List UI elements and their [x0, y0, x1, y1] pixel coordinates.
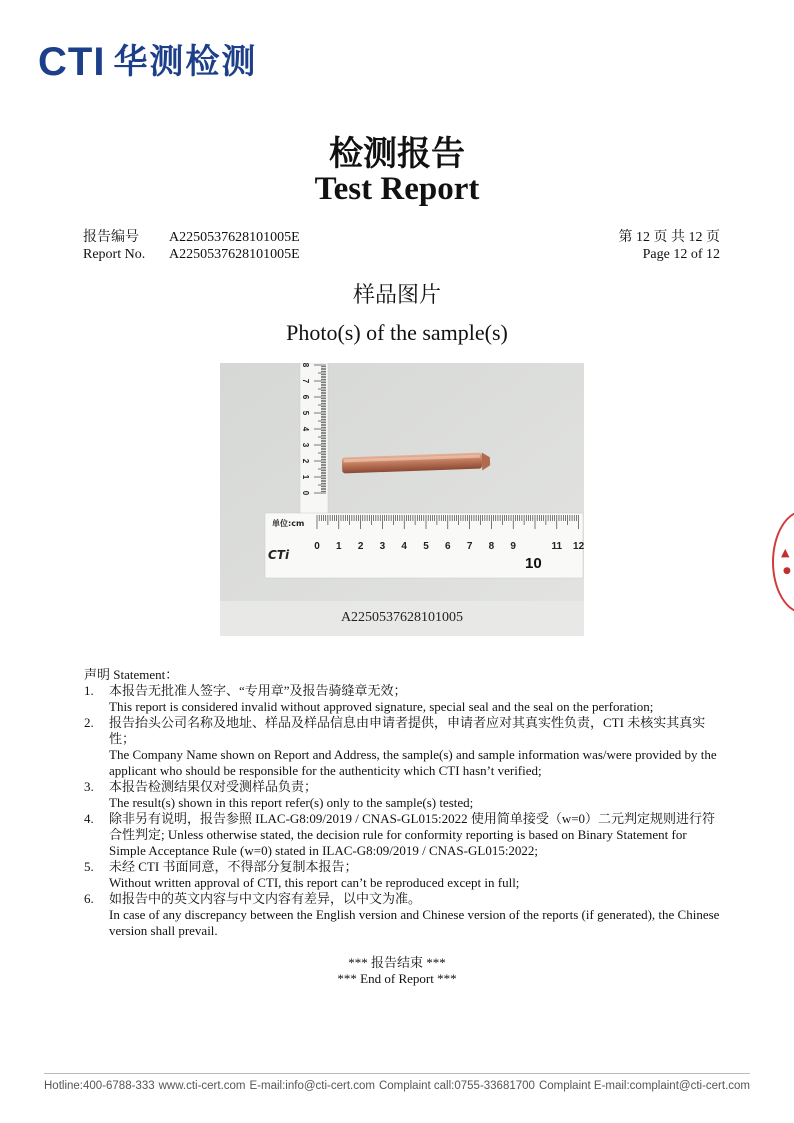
vertical-ruler-labels [301, 363, 310, 496]
statement-text-cn: 如报告中的英文内容与中文内容有差异，以中文为准。 [109, 891, 422, 906]
report-no-label-en: Report No. [83, 247, 146, 262]
ruler-tick-label: 4 [301, 426, 310, 432]
page-title-cn: 检测报告 [329, 134, 465, 174]
report-no-label-cn: 报告编号 [83, 230, 139, 245]
ruler-tick-label: 7 [466, 541, 473, 552]
footer [44, 1080, 750, 1092]
footer-complaint-email: Complaint E-mail:complaint@cti-cert.com [538, 1080, 750, 1092]
ruler-tick-label: 5 [423, 541, 429, 552]
statement-heading: 声明 Statement： [84, 667, 179, 682]
statement-text-en: In case of any discrepancy between the English version and Chinese version of the reports (if generated), the Chinese version shall prevail. [109, 907, 720, 938]
statement-number: 6. [84, 891, 94, 906]
ruler-tick-label: 1 [336, 541, 342, 552]
page-number-cn: 第 12 页 共 12 页 [618, 230, 720, 245]
report-number-block [83, 229, 300, 263]
report-no-value-en: A2250537628101005E [169, 247, 300, 262]
statement-text-cn: 未经 CTI 书面同意，不得部分复制本报告； [109, 859, 358, 874]
statement-item [84, 891, 724, 939]
ruler-tick-label: 6 [301, 394, 310, 400]
company-logo [38, 40, 257, 84]
ruler-tick-label: 2 [357, 541, 364, 552]
seal-mark: ▲ [781, 546, 790, 559]
ruler-tick-label: 2 [301, 458, 310, 464]
footer-email: E-mail:info@cti-cert.com [249, 1080, 375, 1092]
ruler-unit-label: 单位:cm [272, 519, 305, 528]
statement-text-cn: 本报告无批准人签字、“专用章”及报告骑缝章无效； [109, 683, 407, 698]
statement-number: 1. [84, 683, 94, 698]
ruler-tick-label: 9 [510, 541, 516, 552]
ruler-tick-label: 11 [551, 541, 563, 552]
end-of-report-en: *** End of Report *** [337, 971, 457, 986]
statement-text-en: The Company Name shown on Report and Address, the sample(s) and sample information was/were provided by the applicant who should be responsible for the authenticity which CTI hasn’t verified; [109, 747, 717, 778]
logo-name-cn: 华测检测 [113, 42, 258, 82]
ruler-tick-label: 3 [379, 541, 386, 552]
statement-number: 2. [84, 715, 94, 730]
ruler-ten-label: 10 [525, 555, 542, 572]
statement-text-en: Unless otherwise stated, the decision rule for conformity reporting is based on Binary Statement for Simple Acceptance Rule (w=0) stated in ILAC-G8:09/2019 / CNAS-GL015:2022; [109, 827, 687, 858]
ruler-tick-label: 12 [573, 541, 584, 552]
ruler-brand-mark: CTi [268, 548, 290, 562]
ruler-tick-label: 8 [301, 363, 310, 368]
report-no-value-cn: A2250537628101005E [169, 230, 300, 245]
statement-item [84, 779, 724, 811]
ruler-tick-label: 4 [401, 541, 407, 552]
statement-text-en: The result(s) shown in this report refer(s) only to the sample(s) tested; [109, 795, 474, 810]
statement-text-en: This report is considered invalid without approved signature, special seal and the seal on the perforation; [109, 699, 654, 714]
statement-text-cn: 本报告检测结果仅对受测样品负责； [109, 779, 318, 794]
statement-item [84, 715, 724, 779]
statement-text-cn: 报告抬头公司名称及地址、样品及样品信息由申请者提供，申请者应对其真实性负责，CTI 未核实其真实性； [109, 715, 706, 746]
sample-id-label: A2250537628101005 [340, 610, 464, 625]
page-number-en: Page 12 of 12 [642, 247, 720, 262]
sample-photo [220, 363, 584, 636]
statement-number: 3. [84, 779, 94, 794]
ruler-tick-label: 0 [301, 490, 310, 496]
statement-item [84, 859, 724, 891]
statement-number: 5. [84, 859, 94, 874]
ruler-tick-label: 5 [301, 410, 310, 416]
ruler-tick-label: 8 [488, 541, 495, 552]
page-number-block [619, 229, 721, 263]
ruler-tick-label: 6 [445, 541, 451, 552]
statement-text-en: Without written approval of CTI, this report can’t be reproduced except in full; [109, 875, 520, 890]
statement-item [84, 811, 724, 859]
ruler-tick-label: 7 [301, 378, 310, 384]
footer-complaint-call: Complaint call:0755-33681700 [378, 1080, 535, 1092]
footer-website: www.cti-cert.com [158, 1080, 246, 1092]
ruler-tick-label: 3 [301, 442, 310, 448]
seal-mark-2: ● [783, 566, 791, 576]
footer-divider [44, 1073, 750, 1074]
sample-photo-illustration [220, 363, 584, 636]
ruler-tick-label: 1 [301, 474, 310, 480]
statement-section [84, 667, 724, 939]
statement-item [84, 683, 724, 715]
end-of-report-cn: *** 报告结束 *** [348, 955, 446, 970]
statement-number: 4. [84, 811, 94, 826]
ruler-tick-label: 0 [314, 541, 320, 552]
seal-stamp [772, 510, 794, 614]
end-of-report [0, 955, 794, 987]
section-title-cn: 样品图片 [352, 283, 441, 308]
logo-brand: CTI [38, 40, 106, 84]
footer-hotline: Hotline:400-6788-333 [44, 1080, 155, 1092]
statement-text-cn: 除非另有说明，报告参照 ILAC-G8:09/2019 / CNAS-GL015:2022 使用简单接受（w=0）二元判定规则进行符合性判定; [109, 811, 716, 842]
section-title-en: Photo(s) of the sample(s) [286, 320, 508, 345]
page-title-en: Test Report [314, 171, 480, 207]
